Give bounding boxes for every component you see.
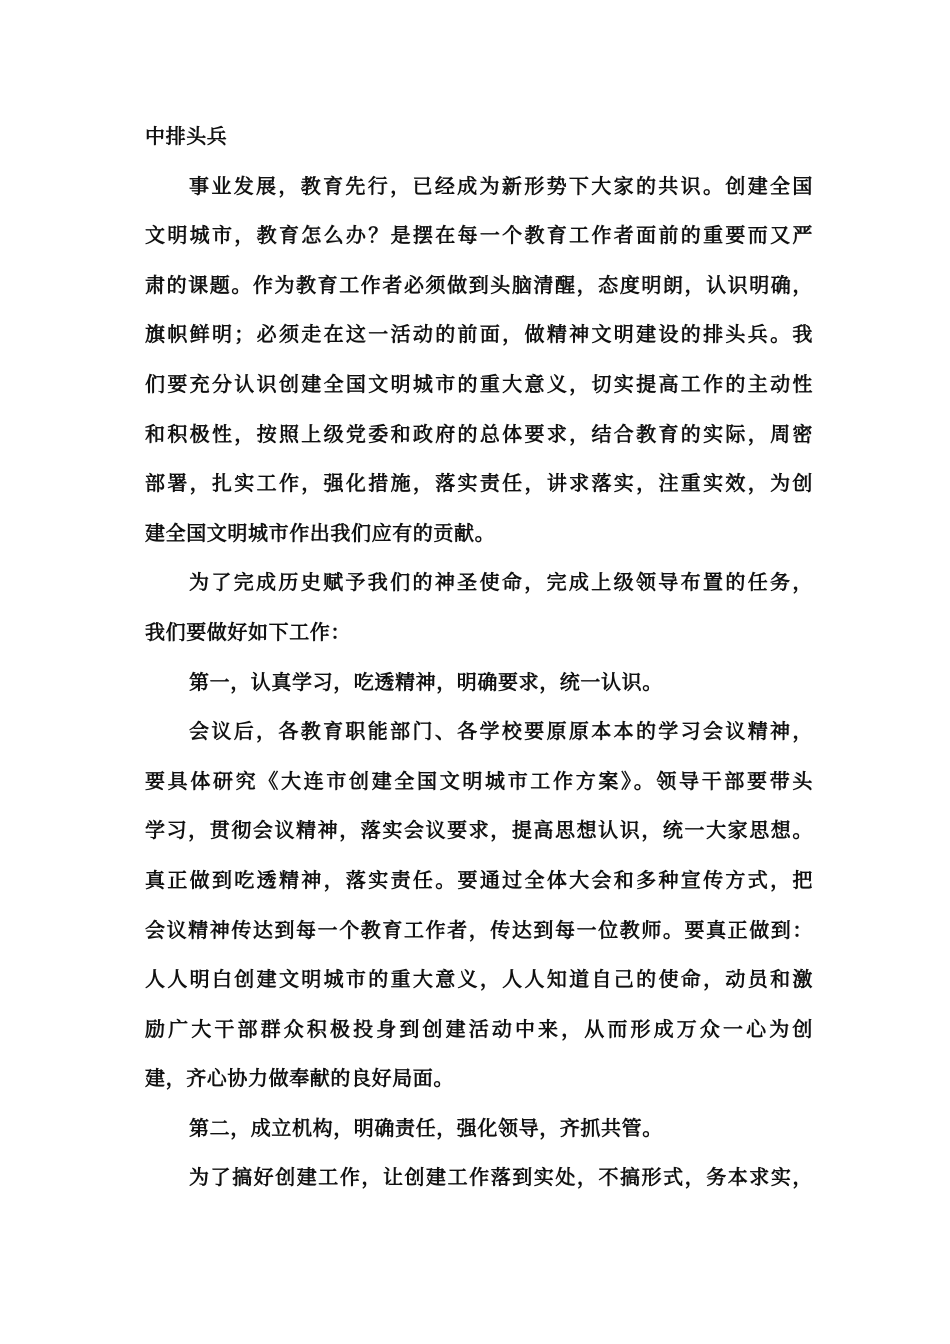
text-line: 励广大干部群众积极投身到创建活动中来，从而形成万众一心为创 (145, 1016, 813, 1041)
text-line: 旗帜鲜明；必须走在这一活动的前面，做精神文明建设的排头兵。我 (145, 322, 813, 347)
text-line: 第一，认真学习，吃透精神，明确要求，统一认识。 (189, 669, 663, 694)
text-line: 中排头兵 (145, 124, 228, 148)
text-line: 真正做到吃透精神，落实责任。要通过全体大会和多种宣传方式，把 (145, 867, 813, 892)
text-line: 学习，贯彻会议精神，落实会议要求，提高思想认识，统一大家思想。 (145, 818, 813, 843)
text-line: 为了搞好创建工作，让创建工作落到实处，不搞形式，务本求实， (189, 1165, 813, 1190)
text-line: 我们要做好如下工作： (145, 619, 351, 644)
text-line: 要具体研究《大连市创建全国文明城市工作方案》。领导干部要带头 (145, 768, 813, 793)
text-line: 会议精神传达到每一个教育工作者，传达到每一位教师。要真正做到： (145, 917, 813, 942)
text-line: 建全国文明城市作出我们应有的贡献。 (145, 520, 496, 545)
text-line: 第二，成立机构，明确责任，强化领导，齐抓共管。 (189, 1115, 663, 1140)
document-body (145, 112, 813, 1203)
text-line: 为了完成历史赋予我们的神圣使命，完成上级领导布置的任务， (189, 570, 813, 595)
text-line: 文明城市，教育怎么办？是摆在每一个教育工作者面前的重要而又严 (145, 223, 813, 248)
text-line: 和积极性，按照上级党委和政府的总体要求，结合教育的实际，周密 (145, 421, 813, 446)
text-line: 部署，扎实工作，强化措施，落实责任，讲求落实，注重实效，为创 (145, 471, 813, 496)
text-line: 们要充分认识创建全国文明城市的重大意义，切实提高工作的主动性 (145, 371, 813, 396)
text-line: 肃的课题。作为教育工作者必须做到头脑清醒，态度明朗，认识明确， (145, 272, 813, 297)
text-line: 会议后，各教育职能部门、各学校要原原本本的学习会议精神， (189, 719, 813, 744)
text-line: 建，齐心协力做奉献的良好局面。 (145, 1066, 454, 1091)
text-line: 事业发展，教育先行，已经成为新形势下大家的共识。创建全国 (189, 173, 813, 198)
text-line: 人人明白创建文明城市的重大意义，人人知道自己的使命，动员和激 (145, 967, 813, 992)
